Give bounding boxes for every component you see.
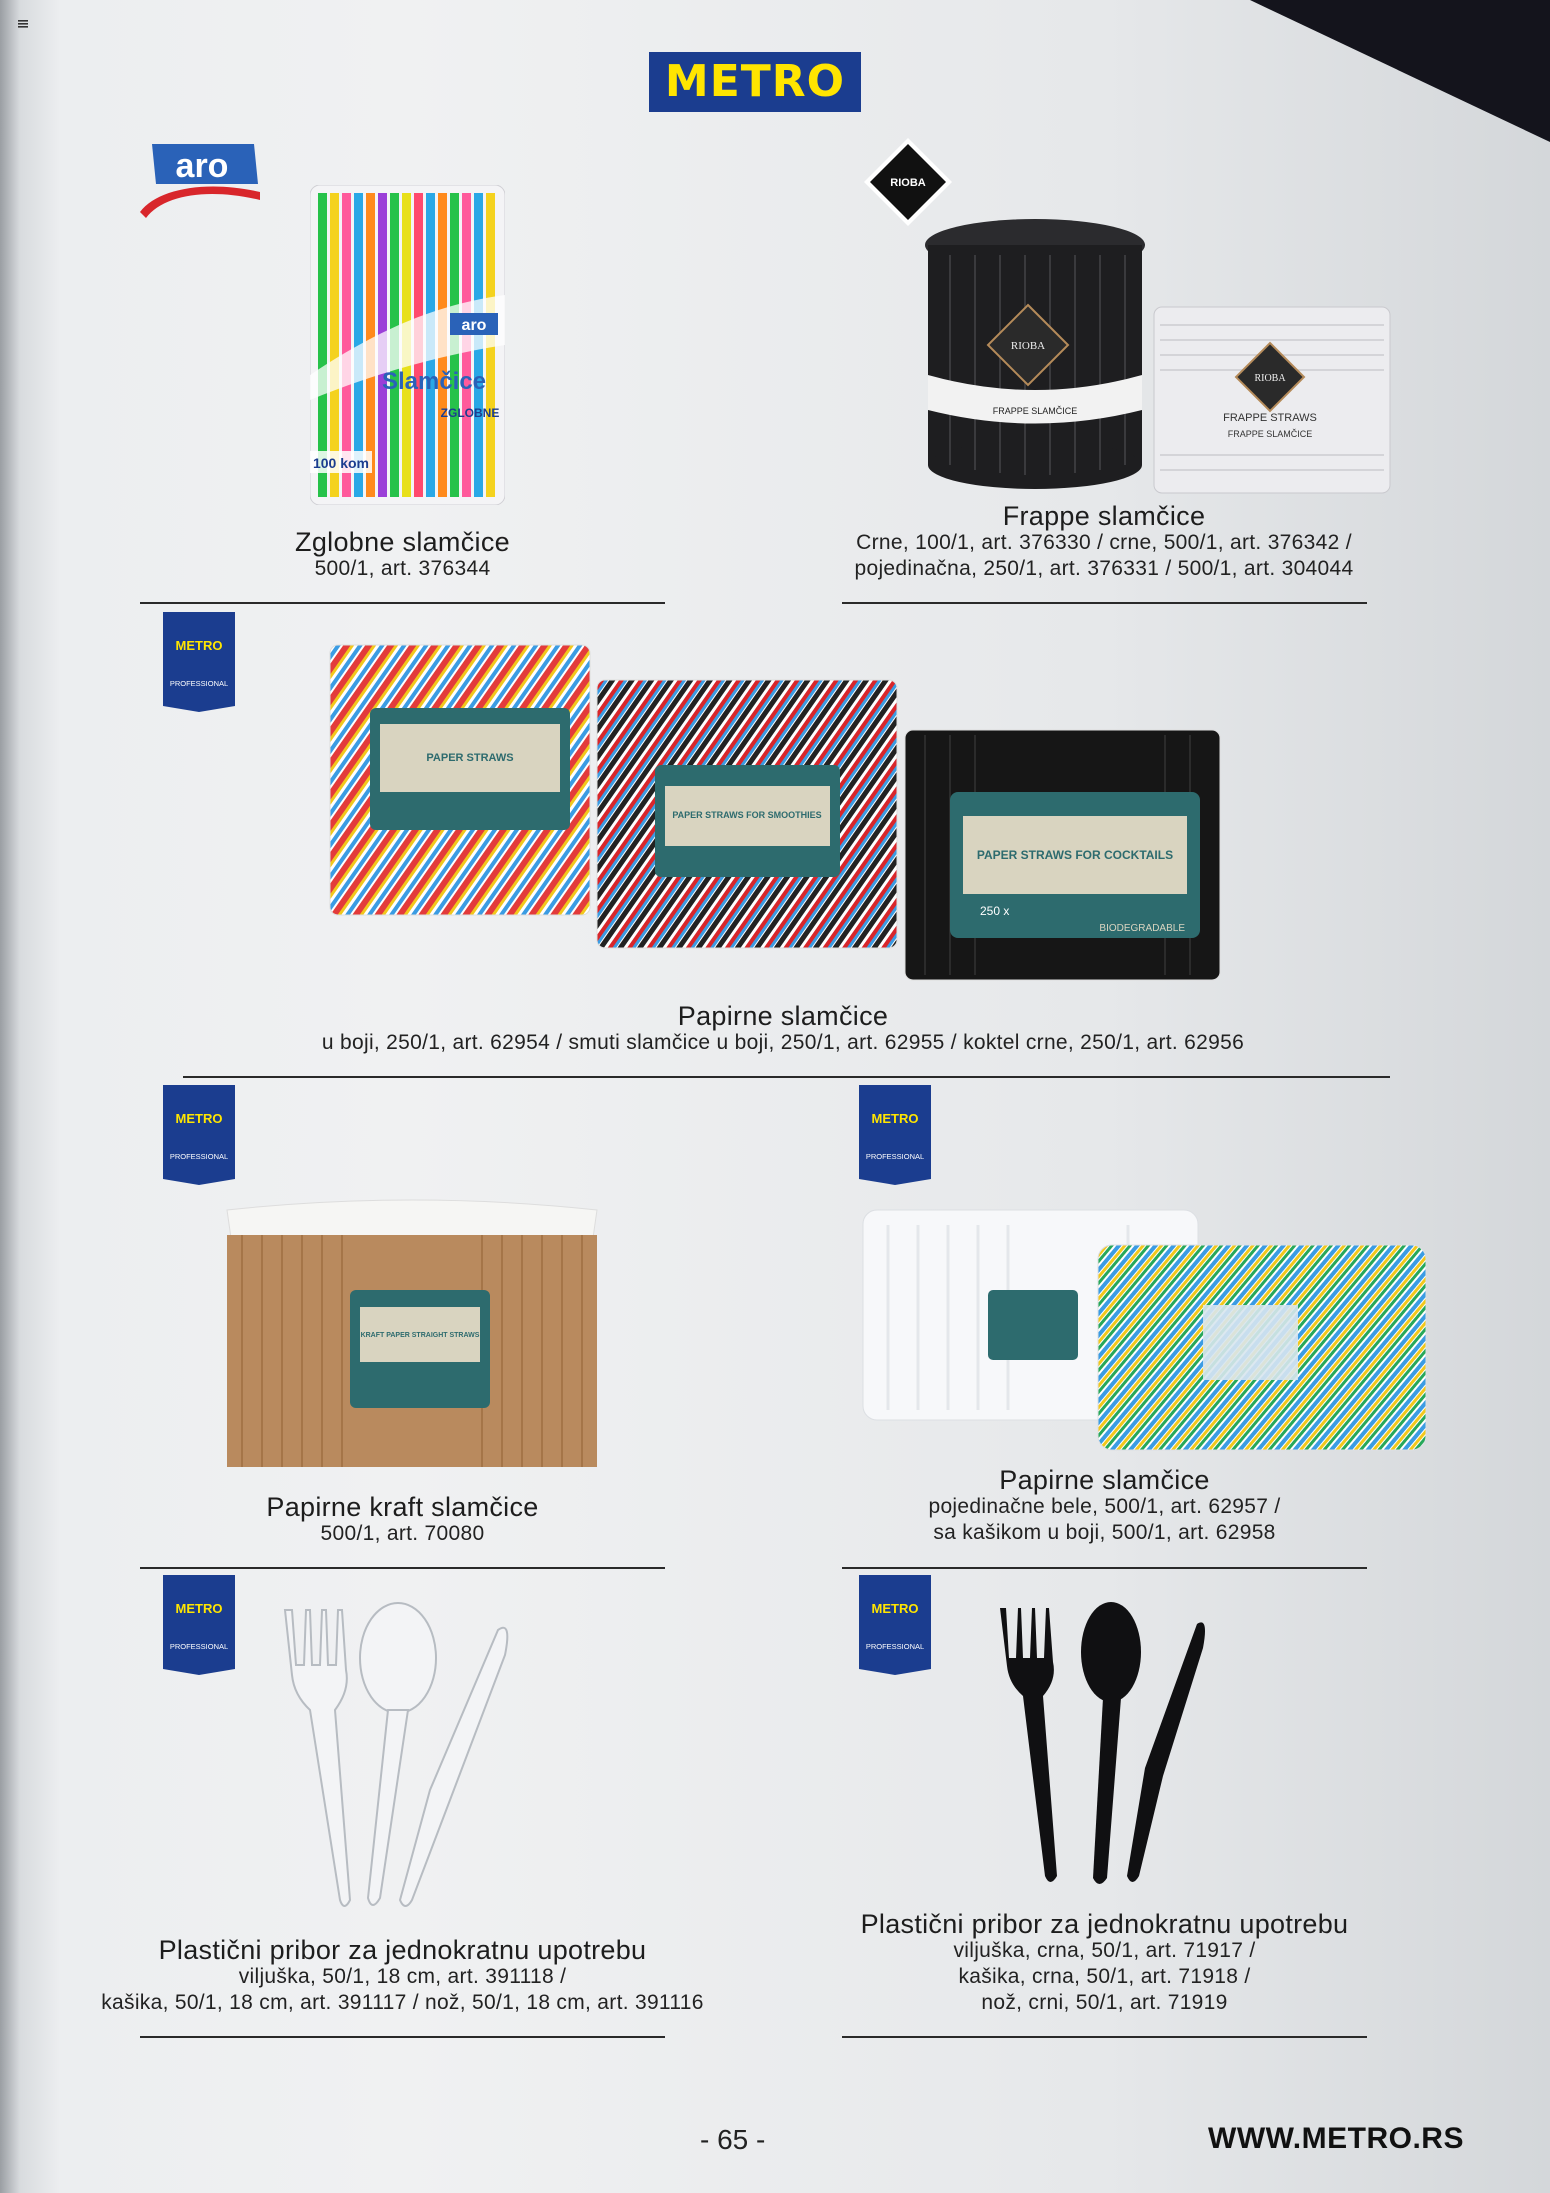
svg-text:100 kom: 100 kom [312,455,370,471]
product-title: Plastični pribor za jednokratnu upotrebu [860,1909,1349,1939]
svg-text:aro: aro [461,317,487,334]
product-caption-papirne-slamcice-bele [842,1466,1367,1546]
product-caption-frappe-slamcice [832,502,1376,582]
rioba-logo-text: RIOBA [890,177,926,189]
svg-text:RIOBA: RIOBA [1254,373,1286,384]
product-title: Papirne kraft slamčice [266,1492,539,1522]
product-detail: u boji, 250/1, art. 62954 / smuti slamčice u boji, 250/1, art. 62955 / koktel crne, 250/1, art. 62956 [321,1031,1245,1054]
product-caption-kraft-slamcice [140,1493,665,1547]
product-image-kraft-slamcice [222,1195,602,1475]
product-detail: kašika, crna, 50/1, art. 71918 / [958,1965,1251,1988]
aro-logo-text: aro [175,147,229,185]
metro-professional-badge [859,1085,931,1185]
product-title: Papirne slamčice [677,1001,889,1031]
svg-text:METRO: METRO [175,638,223,653]
metro-logo-text: METRO [664,56,846,107]
svg-text:PROFESSIONAL: PROFESSIONAL [865,1152,925,1161]
product-image-plasticni-pribor-providni [280,1600,520,1920]
svg-text:METRO: METRO [871,1111,919,1126]
product-caption-zglobne-slamcice [140,528,665,582]
product-detail: viljuška, crna, 50/1, art. 71917 / [953,1939,1256,1962]
svg-text:ZGLOBNE: ZGLOBNE [440,406,500,420]
svg-text:PROFESSIONAL: PROFESSIONAL [865,1642,925,1651]
svg-text:PROFESSIONAL: PROFESSIONAL [169,1152,229,1161]
product-image-papirne-slamcice [325,640,1225,985]
metro-logo [649,52,861,112]
svg-text:RIOBA: RIOBA [1010,340,1046,352]
svg-text:METRO: METRO [175,1601,223,1616]
product-detail: nož, crni, 50/1, art. 71919 [981,1991,1228,2014]
product-image-frappe-slamcice [920,215,1392,500]
divider [140,602,665,604]
svg-text:PAPER STRAWS FOR SMOOTHIES: PAPER STRAWS FOR SMOOTHIES [672,810,822,820]
divider [140,1567,665,1569]
product-detail: sa kašikom u boji, 500/1, art. 62958 [933,1521,1276,1544]
product-title: Frappe slamčice [1002,501,1206,531]
product-image-papirne-slamcice-bele [858,1205,1428,1455]
svg-text:FRAPPE SLAMČICE: FRAPPE SLAMČICE [992,406,1078,416]
svg-text:FRAPPE SLAMČICE: FRAPPE SLAMČICE [1227,429,1313,439]
svg-text:250 x: 250 x [980,904,1010,918]
svg-text:PROFESSIONAL: PROFESSIONAL [169,679,229,688]
website-link[interactable]: WWW.METRO.RS [1208,2122,1464,2155]
product-detail: viljuška, 50/1, 18 cm, art. 391118 / [238,1965,567,1988]
metro-professional-badge [163,1575,235,1675]
product-title: Plastični pribor za jednokratnu upotrebu [158,1935,647,1965]
metro-professional-badge [163,1085,235,1185]
product-title: Papirne slamčice [999,1465,1210,1495]
product-detail: kašika, 50/1, 18 cm, art. 391117 / nož, 50/1, 18 cm, art. 391116 [101,1991,704,2014]
svg-text:PAPER STRAWS FOR COCKTAILS: PAPER STRAWS FOR COCKTAILS [976,848,1174,862]
divider [842,602,1367,604]
divider [842,1567,1367,1569]
product-detail: 500/1, art. 70080 [320,1522,485,1545]
svg-text:PAPER STRAWS: PAPER STRAWS [426,752,514,764]
divider [842,2036,1367,2038]
divider [140,2036,665,2038]
product-detail: pojedinačne bele, 500/1, art. 62957 / [928,1495,1281,1518]
divider [183,1076,1390,1078]
aro-logo [138,140,262,220]
corner-decoration [1250,0,1550,142]
metro-professional-badge [163,612,235,712]
svg-text:KRAFT PAPER STRAIGHT STRAWS: KRAFT PAPER STRAIGHT STRAWS [360,1332,480,1339]
product-caption-plasticni-pribor-crni [812,1910,1397,2016]
metro-professional-badge [859,1575,931,1675]
product-image-zglobne-slamcice [310,185,505,505]
product-caption-papirne-slamcice [183,1002,1383,1056]
product-detail: 500/1, art. 376344 [314,557,491,580]
product-detail: Crne, 100/1, art. 376330 / crne, 500/1, art. 376342 / [856,531,1352,554]
hamburger-icon[interactable] [18,20,28,28]
svg-text:BIODEGRADABLE: BIODEGRADABLE [1099,923,1185,934]
product-image-plasticni-pribor-crni [995,1598,1215,1888]
svg-text:PROFESSIONAL: PROFESSIONAL [169,1642,229,1651]
page-number: - 65 - [700,2124,766,2155]
product-title: Zglobne slamčice [295,527,510,557]
svg-text:Slamčice: Slamčice [381,368,487,395]
product-detail: pojedinačna, 250/1, art. 376331 / 500/1, art. 304044 [854,557,1354,580]
svg-text:METRO: METRO [175,1111,223,1126]
svg-text:FRAPPE STRAWS: FRAPPE STRAWS [1223,412,1317,424]
product-caption-plasticni-pribor-providni [90,1936,715,2016]
svg-text:METRO: METRO [871,1601,919,1616]
